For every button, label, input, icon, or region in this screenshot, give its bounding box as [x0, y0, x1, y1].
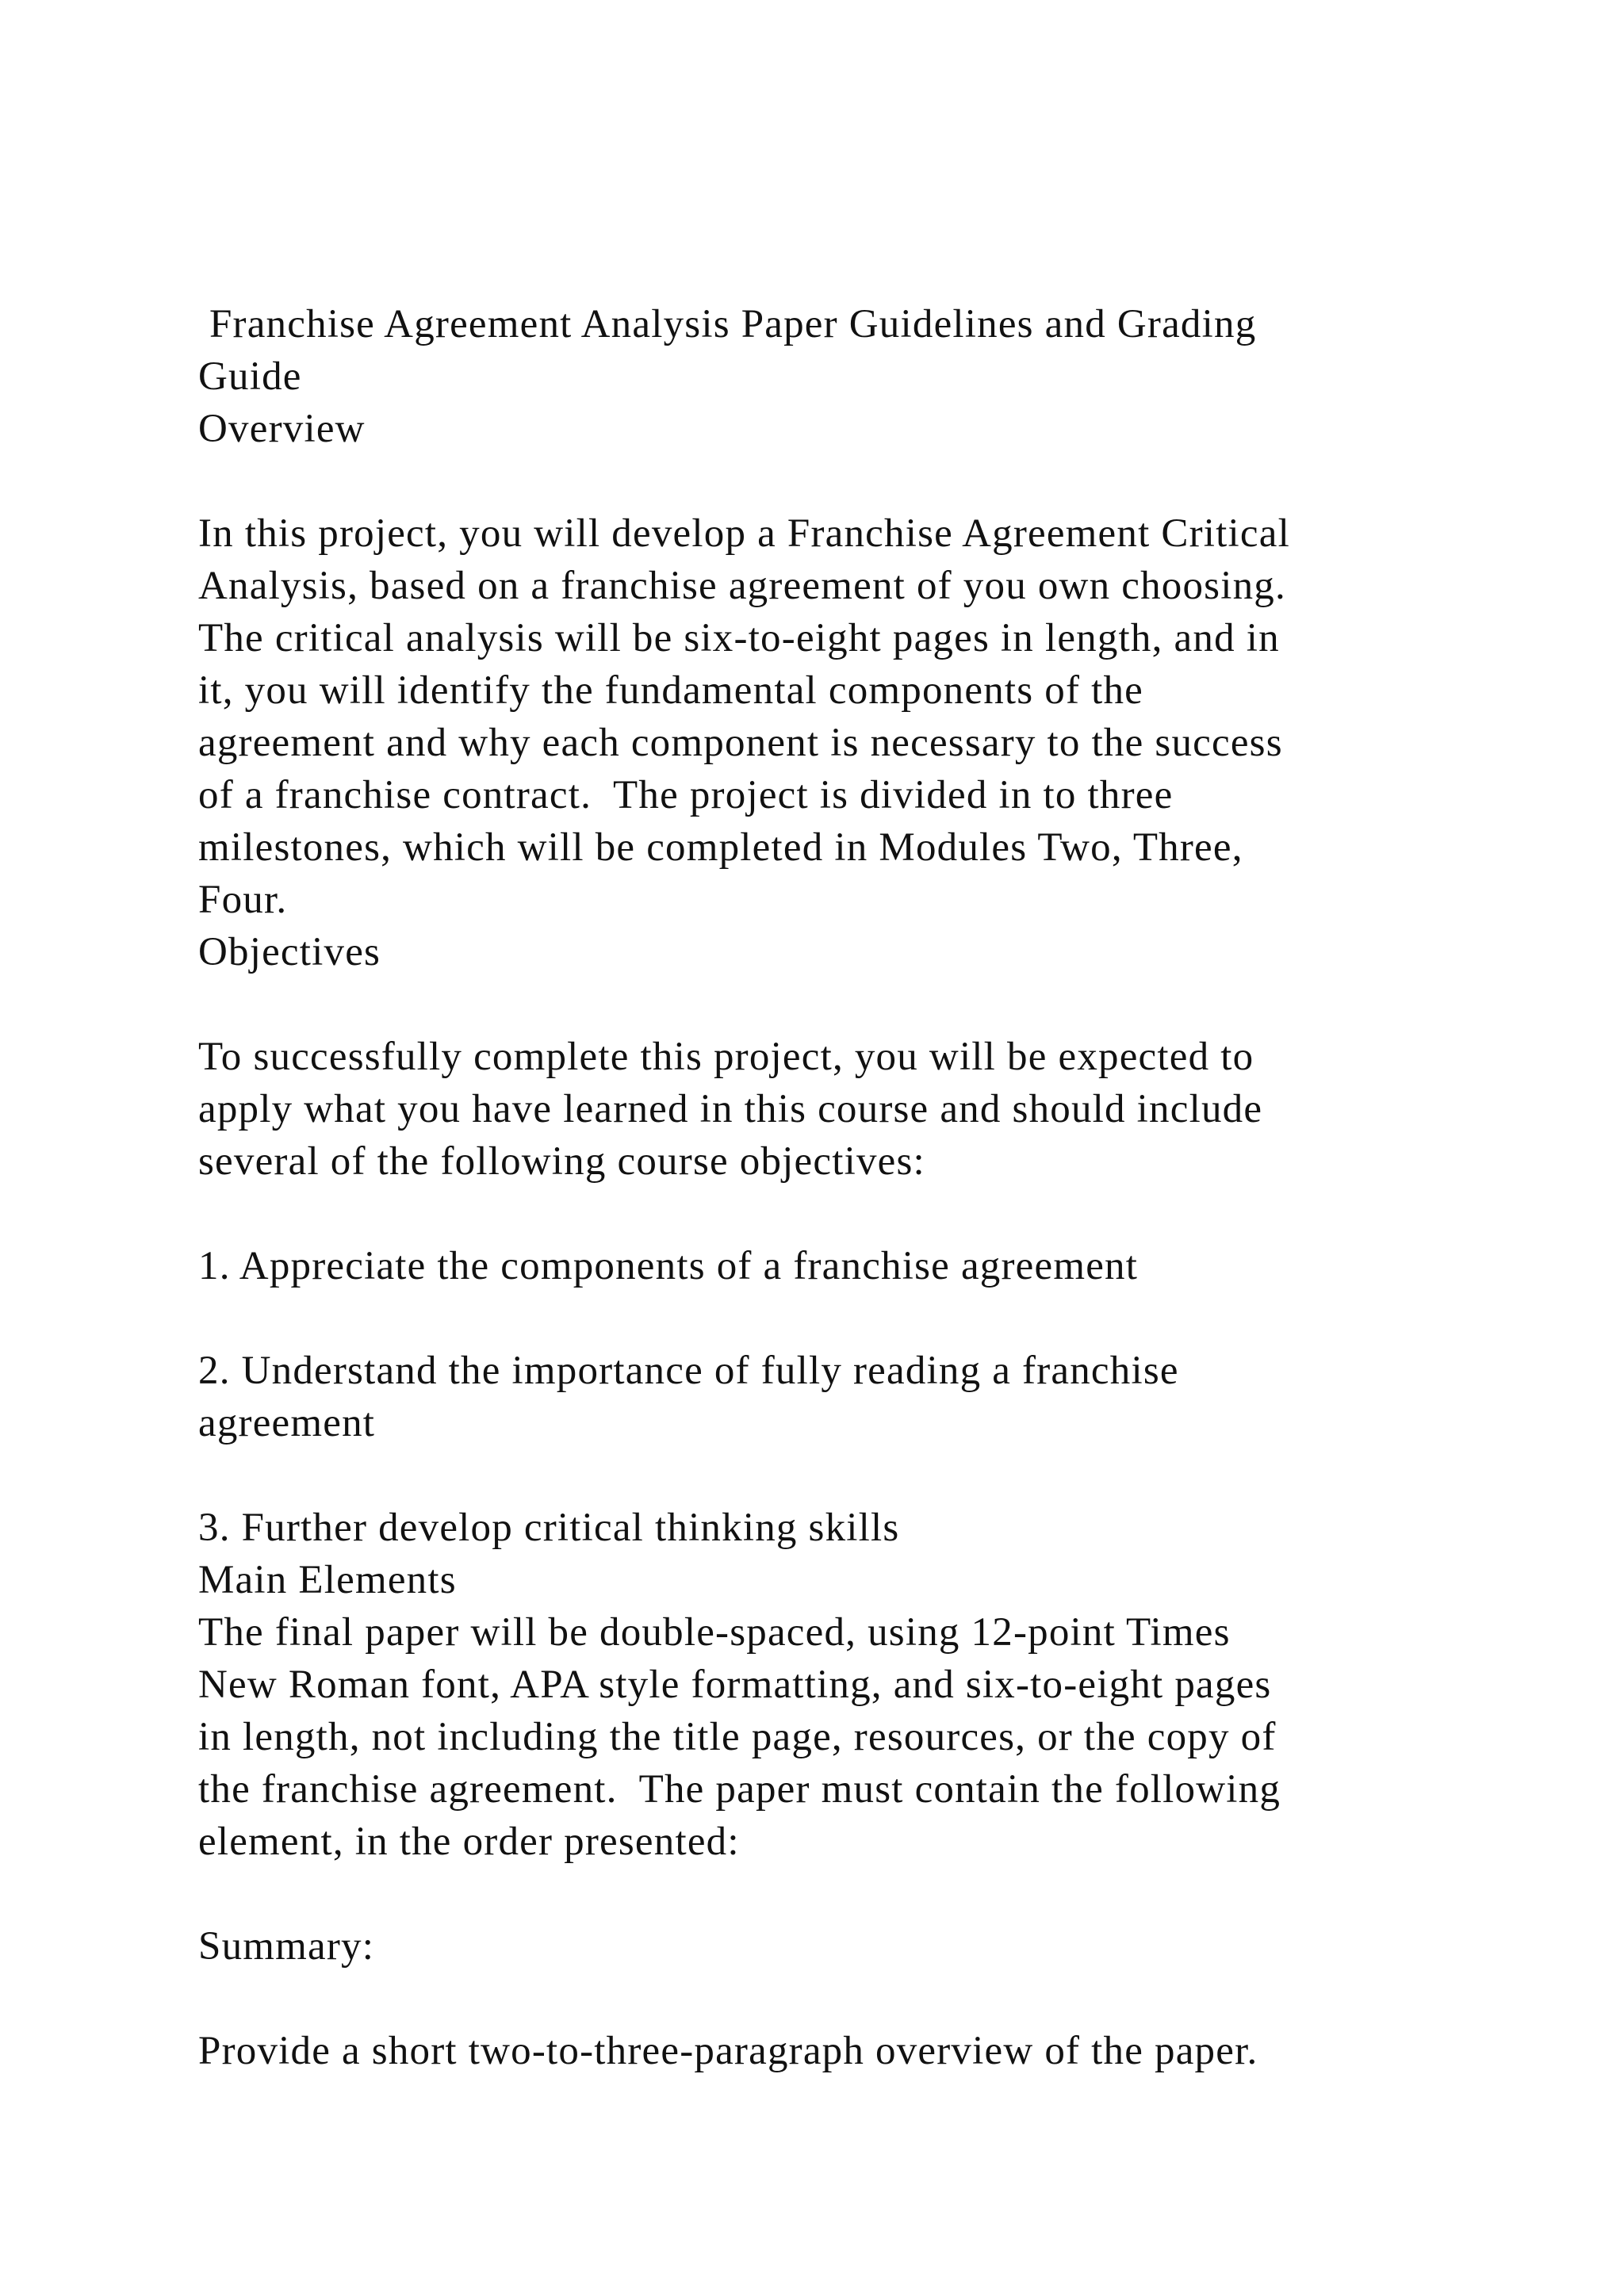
blank-line [198, 978, 1507, 1031]
main-elements-paragraph-line: New Roman font, APA style formatting, and six-to-eight pages [198, 1663, 1272, 1707]
blank-line [198, 455, 1507, 507]
objective-item-2: 2. Understand the importance of fully reading a franchise [198, 1349, 1179, 1393]
overview-heading: Overview [198, 407, 366, 451]
overview-paragraph-line: In this project, you will develop a Franchise Agreement Critical [198, 511, 1290, 556]
objectives-intro-line: To successfully complete this project, you will be expected to [198, 1035, 1254, 1079]
overview-paragraph-line: Analysis, based on a franchise agreement of you own choosing. [198, 564, 1286, 608]
overview-paragraph-line: agreement and why each component is necessary to the success [198, 721, 1283, 765]
objective-item-2-continued: agreement [198, 1401, 376, 1445]
objectives-heading: Objectives [198, 930, 381, 974]
main-elements-heading: Main Elements [198, 1558, 457, 1602]
main-elements-paragraph-line: in length, not including the title page, resources, or the copy of [198, 1715, 1277, 1759]
document-body [198, 298, 1507, 2077]
objective-item-1: 1. Appreciate the components of a franchise agreement [198, 1244, 1139, 1288]
overview-paragraph-line: milestones, which will be completed in Modules Two, Three, [198, 825, 1243, 870]
blank-line [198, 1973, 1507, 2025]
main-elements-paragraph-line: The final paper will be double-spaced, using 12-point Times [198, 1610, 1231, 1655]
blank-line [198, 1292, 1507, 1345]
objective-item-3: 3. Further develop critical thinking skills [198, 1506, 900, 1550]
objectives-intro-line: several of the following course objectives: [198, 1139, 925, 1184]
main-elements-paragraph-line: the franchise agreement. The paper must contain the following [198, 1767, 1281, 1812]
blank-line [198, 1868, 1507, 1920]
overview-paragraph-line: it, you will identify the fundamental components of the [198, 668, 1144, 713]
overview-paragraph-line: of a franchise contract. The project is divided in to three [198, 773, 1174, 817]
blank-line [198, 1449, 1507, 1502]
document-title-line-2: Guide [198, 354, 302, 399]
main-elements-paragraph-line: element, in the order presented: [198, 1820, 740, 1864]
summary-heading: Summary: [198, 1924, 375, 1969]
summary-paragraph-line: Provide a short two-to-three-paragraph overview of the paper. [198, 2029, 1258, 2073]
document-title-line-1: Franchise Agreement Analysis Paper Guidelines and Grading [198, 302, 1257, 346]
overview-paragraph-line: The critical analysis will be six-to-eight pages in length, and in [198, 616, 1280, 660]
blank-line [198, 1188, 1507, 1240]
overview-paragraph-line: Four. [198, 878, 288, 922]
objectives-intro-line: apply what you have learned in this course and should include [198, 1087, 1263, 1131]
